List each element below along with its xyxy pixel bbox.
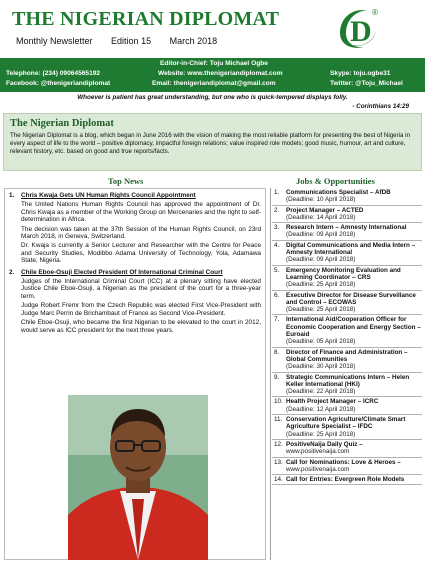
job-deadline: (Deadline: 12 April 2018) xyxy=(286,405,356,413)
news-item xyxy=(9,192,261,265)
news-item xyxy=(9,269,261,334)
job-title: Call for Entries: Evergreen Role Models xyxy=(286,476,405,484)
job-deadline: (Deadline: 14 April 2018) xyxy=(286,213,356,221)
quote-text: Whoever is patient has great understanding, but one who is quick-tempered displays folly. xyxy=(77,94,348,101)
news-number: 2. xyxy=(9,268,15,276)
job-item[interactable] xyxy=(272,373,422,398)
job-number: 10. xyxy=(274,398,283,406)
editor-line: Editor-in-Chief: Toju Michael Ogbe xyxy=(160,60,268,67)
job-number: 13. xyxy=(274,458,283,466)
job-link[interactable]: www.positivenaija.com xyxy=(286,465,350,473)
job-title: Research Intern – Amnesty International xyxy=(286,224,407,232)
jobs-column xyxy=(272,188,422,560)
job-title: Strategic Communications Intern – Helen Keller International (HKI) xyxy=(286,373,410,388)
job-number: 1. xyxy=(274,189,280,196)
job-title: Call for Nominations: Love & Heroes – xyxy=(286,458,401,466)
column-divider xyxy=(270,188,271,560)
job-title: Project Manager – ACTED xyxy=(286,206,364,214)
job-item[interactable] xyxy=(272,206,422,224)
job-deadline: (Deadline: 09 April 2018) xyxy=(286,256,356,264)
about-text: The Nigerian Diplomat is a blog, which began in June 2016 with the vision of making the most reliable platform for presenting the best of Nigeria in every aspect of life to the world – positive diplomacy, impactful foreign relations; value inspired role models; good music, humour, art and culture, relevant history, etc. based on good and true reports/facts. xyxy=(10,132,410,155)
job-title: Communications Specialist – AfDB xyxy=(286,189,391,196)
job-number: 5. xyxy=(274,266,280,274)
diplomat-logo-icon xyxy=(334,3,382,51)
about-title: The Nigerian Diplomat xyxy=(10,118,114,129)
portrait-photo xyxy=(68,395,208,560)
job-number: 14. xyxy=(274,476,283,484)
news-headline[interactable]: Chile Eboe-Osuji Elected President Of International Criminal Court xyxy=(21,268,223,276)
job-deadline: (Deadline: 25 April 2018) xyxy=(286,430,356,438)
newsletter-label: Monthly Newsletter xyxy=(16,36,93,46)
job-number: 6. xyxy=(274,291,280,299)
issue-date: March 2018 xyxy=(169,36,218,46)
job-title: International Aid/Cooperation Officer for Economic Cooperation and Energy Section – Euroaid xyxy=(286,316,421,339)
job-deadline: (Deadline: 05 April 2018) xyxy=(286,338,356,346)
news-paragraph: The decision was taken at the 37th Session of the Human Rights Council, on 23rd March 2018, in Geneva, Switzerland. xyxy=(21,225,261,241)
masthead xyxy=(0,0,425,60)
news-paragraph: Judges of the International Criminal Court (ICC) at a plenary sitting have elected Justice Chile Eboe-Osuji, a Nigerian as the president of the court for a three-year term. xyxy=(21,278,261,300)
job-item[interactable] xyxy=(272,291,422,316)
job-deadline: (Deadline: 30 April 2018) xyxy=(286,363,356,371)
job-title: Conservation Agriculture/Climate Smart Agriculture Specialist – IFDC xyxy=(286,416,406,431)
job-title: Health Project Manager – ICRC xyxy=(286,398,379,406)
email-link[interactable]: Email: thenigeriandiplomat@gmail.com xyxy=(152,80,276,87)
logo-letter: D xyxy=(350,15,372,48)
top-news-heading: Top News xyxy=(108,176,144,186)
job-item[interactable] xyxy=(272,397,422,415)
job-deadline: (Deadline: 25 April 2018) xyxy=(286,306,356,314)
news-paragraph: The United Nations Human Rights Council has approved the appointment of Dr. Chris Kwaja as a member of the Working Group on Mercenaries and the right to self-determination in Africa. xyxy=(21,201,261,224)
jobs-heading: Jobs & Opportunities xyxy=(296,176,375,186)
job-item[interactable] xyxy=(272,348,422,373)
newsletter-title: THE NIGERIAN DIPLOMAT xyxy=(12,8,280,30)
job-deadline: (Deadline: 25 April 2018) xyxy=(286,281,356,289)
job-title: Executive Director for Disease Surveillance and Control – ECOWAS xyxy=(286,291,416,306)
job-item[interactable] xyxy=(272,315,422,347)
job-item[interactable] xyxy=(272,241,422,266)
logo-mark: ® xyxy=(372,8,378,17)
job-deadline: (Deadline: 10 April 2018) xyxy=(286,196,356,204)
news-headline[interactable]: Chris Kwaja Gets UN Human Rights Council Appointment xyxy=(21,192,196,199)
job-item[interactable] xyxy=(272,223,422,241)
job-number: 4. xyxy=(274,241,280,249)
edition-label: Edition 15 xyxy=(111,36,152,46)
job-number: 7. xyxy=(274,316,280,324)
job-number: 3. xyxy=(274,224,280,232)
job-number: 12. xyxy=(274,440,283,448)
job-number: 11. xyxy=(274,416,283,424)
job-number: 8. xyxy=(274,348,280,356)
job-number: 9. xyxy=(274,373,280,381)
twitter-link[interactable]: Twitter: @Toju_Michael xyxy=(330,80,403,87)
news-paragraph: Dr. Kwaja is currently a Senior Lecturer and Researcher with the Centre for Peace and Security Studies, Modibbo Adama University of Technology, Yola, Adamawa State, Nigeria. xyxy=(21,242,261,265)
job-link[interactable]: www.positivenaija.com xyxy=(286,448,350,456)
job-item[interactable] xyxy=(272,188,422,206)
contact-bar xyxy=(0,58,425,92)
news-paragraph: Judge Robert Fremr from the Czech Republic was elected First Vice-President with Judge Marc Perrin de Brichambaut of France as Second Vice-President. xyxy=(21,302,261,317)
job-item[interactable] xyxy=(272,266,422,291)
job-deadline: (Deadline: 22 April 2018) xyxy=(286,388,356,396)
job-title: Director of Finance and Administration – Global Communities xyxy=(286,348,408,363)
issue-line xyxy=(16,36,233,46)
job-item[interactable] xyxy=(272,440,422,458)
job-item[interactable] xyxy=(272,415,422,440)
website-link[interactable]: Website: www.thenigeriandiplomat.com xyxy=(158,70,283,77)
job-number: 2. xyxy=(274,206,280,214)
job-title: Digital Communications and Media Intern – Amnesty International xyxy=(286,241,416,257)
quote-reference: - Corinthians 14:29 xyxy=(352,103,409,110)
job-item[interactable] xyxy=(272,458,422,476)
news-paragraph: Chile Eboe-Osuji, who became the first Nigerian to be elevated to the court in 2012, would serve as ICC president for the next three years. xyxy=(21,319,261,334)
job-deadline: (Deadline: 09 April 2018) xyxy=(286,231,356,239)
job-title: Emergency Monitoring Evaluation and Learning Coordinator – CRS xyxy=(286,266,401,281)
facebook-link[interactable]: Facebook: @thenigeriandiplomat xyxy=(6,80,111,87)
news-number: 1. xyxy=(9,192,15,199)
telephone-line: Telephone: (234) 09064565192 xyxy=(6,70,101,77)
about-box xyxy=(3,113,422,171)
skype-line: Skype: toju.ogbe31 xyxy=(330,70,391,77)
job-title: PositiveNaija Daily Quiz – xyxy=(286,440,363,448)
job-item[interactable] xyxy=(272,475,422,485)
